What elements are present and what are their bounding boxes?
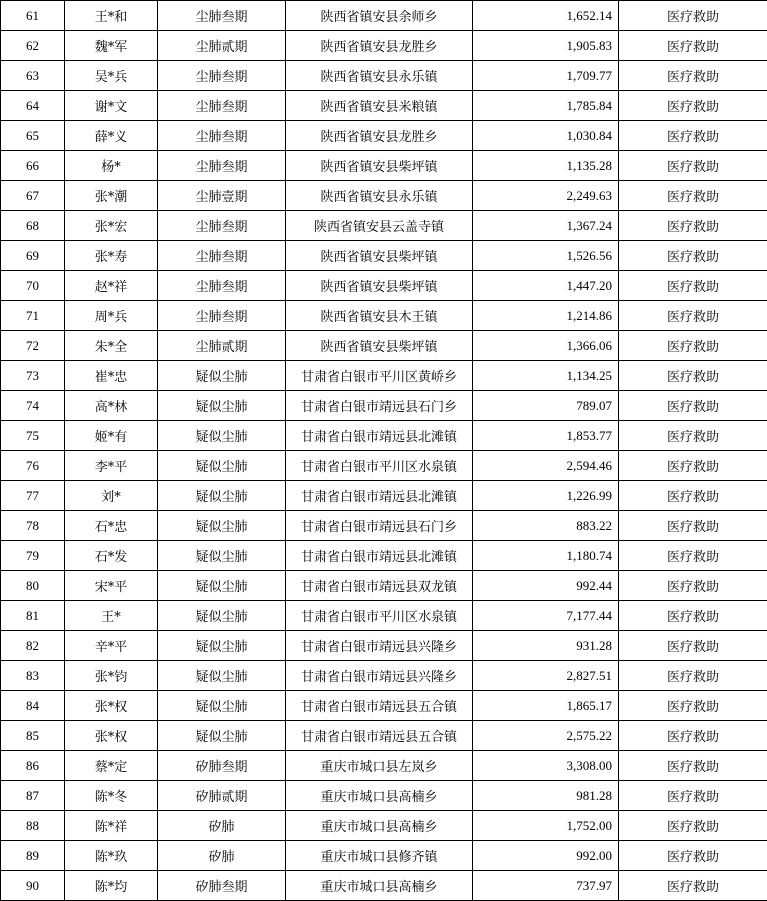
table-row <box>1 301 767 331</box>
row-number-cell: 82 <box>1 631 65 661</box>
aid-type-cell: 医疗救助 <box>619 601 767 631</box>
aid-type-cell: 医疗救助 <box>619 691 767 721</box>
aid-type-cell: 医疗救助 <box>619 331 767 361</box>
aid-type-cell: 医疗救助 <box>619 751 767 781</box>
aid-type-cell: 医疗救助 <box>619 721 767 751</box>
table-row <box>1 151 767 181</box>
address-cell: 陕西省镇安县柴坪镇 <box>286 241 473 271</box>
name-cell: 谢*文 <box>65 91 158 121</box>
row-number-cell: 90 <box>1 871 65 901</box>
row-number-cell: 80 <box>1 571 65 601</box>
name-cell: 周*兵 <box>65 301 158 331</box>
amount-cell: 1,134.25 <box>473 361 619 391</box>
row-number-cell: 79 <box>1 541 65 571</box>
aid-type-cell: 医疗救助 <box>619 1 767 31</box>
table-row <box>1 751 767 781</box>
aid-type-cell: 医疗救助 <box>619 91 767 121</box>
name-cell: 高*林 <box>65 391 158 421</box>
row-number-cell: 83 <box>1 661 65 691</box>
aid-type-cell: 医疗救助 <box>619 871 767 901</box>
diagnosis-cell: 尘肺叁期 <box>158 1 286 31</box>
aid-type-cell: 医疗救助 <box>619 181 767 211</box>
address-cell: 重庆市城口县修齐镇 <box>286 841 473 871</box>
diagnosis-cell: 疑似尘肺 <box>158 421 286 451</box>
table-row <box>1 631 767 661</box>
name-cell: 张*权 <box>65 691 158 721</box>
amount-cell: 992.44 <box>473 571 619 601</box>
name-cell: 王* <box>65 601 158 631</box>
table-row <box>1 481 767 511</box>
table-row <box>1 871 767 901</box>
diagnosis-cell: 矽肺贰期 <box>158 781 286 811</box>
name-cell: 陈*冬 <box>65 781 158 811</box>
table-row <box>1 661 767 691</box>
amount-cell: 789.07 <box>473 391 619 421</box>
name-cell: 张*权 <box>65 721 158 751</box>
table-row <box>1 181 767 211</box>
row-number-cell: 63 <box>1 61 65 91</box>
name-cell: 张*寿 <box>65 241 158 271</box>
address-cell: 陕西省镇安县永乐镇 <box>286 181 473 211</box>
name-cell: 陈*均 <box>65 871 158 901</box>
name-cell: 石*发 <box>65 541 158 571</box>
row-number-cell: 81 <box>1 601 65 631</box>
name-cell: 杨* <box>65 151 158 181</box>
diagnosis-cell: 疑似尘肺 <box>158 661 286 691</box>
address-cell: 甘肃省白银市靖远县北滩镇 <box>286 481 473 511</box>
name-cell: 赵*祥 <box>65 271 158 301</box>
name-cell: 辛*平 <box>65 631 158 661</box>
table-row <box>1 811 767 841</box>
table-row <box>1 331 767 361</box>
diagnosis-cell: 疑似尘肺 <box>158 451 286 481</box>
diagnosis-cell: 疑似尘肺 <box>158 601 286 631</box>
row-number-cell: 75 <box>1 421 65 451</box>
row-number-cell: 84 <box>1 691 65 721</box>
address-cell: 陕西省镇安县柴坪镇 <box>286 331 473 361</box>
amount-cell: 2,575.22 <box>473 721 619 751</box>
address-cell: 重庆市城口县高楠乡 <box>286 871 473 901</box>
amount-cell: 1,526.56 <box>473 241 619 271</box>
amount-cell: 1,135.28 <box>473 151 619 181</box>
aid-type-cell: 医疗救助 <box>619 391 767 421</box>
amount-cell: 992.00 <box>473 841 619 871</box>
name-cell: 姬*有 <box>65 421 158 451</box>
diagnosis-cell: 矽肺叁期 <box>158 751 286 781</box>
name-cell: 石*忠 <box>65 511 158 541</box>
amount-cell: 1,652.14 <box>473 1 619 31</box>
table-row <box>1 841 767 871</box>
row-number-cell: 73 <box>1 361 65 391</box>
amount-cell: 931.28 <box>473 631 619 661</box>
table-row <box>1 571 767 601</box>
address-cell: 甘肃省白银市靖远县石门乡 <box>286 511 473 541</box>
diagnosis-cell: 尘肺叁期 <box>158 301 286 331</box>
name-cell: 宋*平 <box>65 571 158 601</box>
table-row <box>1 601 767 631</box>
name-cell: 陈*祥 <box>65 811 158 841</box>
amount-cell: 1,752.00 <box>473 811 619 841</box>
aid-type-cell: 医疗救助 <box>619 541 767 571</box>
table-row <box>1 451 767 481</box>
row-number-cell: 66 <box>1 151 65 181</box>
diagnosis-cell: 矽肺 <box>158 811 286 841</box>
address-cell: 甘肃省白银市平川区水泉镇 <box>286 451 473 481</box>
amount-cell: 1,214.86 <box>473 301 619 331</box>
aid-type-cell: 医疗救助 <box>619 151 767 181</box>
name-cell: 王*和 <box>65 1 158 31</box>
table-row <box>1 1 767 31</box>
address-cell: 甘肃省白银市平川区水泉镇 <box>286 601 473 631</box>
aid-type-cell: 医疗救助 <box>619 841 767 871</box>
address-cell: 陕西省镇安县龙胜乡 <box>286 121 473 151</box>
diagnosis-cell: 尘肺叁期 <box>158 211 286 241</box>
diagnosis-cell: 尘肺叁期 <box>158 241 286 271</box>
row-number-cell: 70 <box>1 271 65 301</box>
row-number-cell: 62 <box>1 31 65 61</box>
address-cell: 陕西省镇安县云盖寺镇 <box>286 211 473 241</box>
table-row <box>1 421 767 451</box>
table-row <box>1 391 767 421</box>
address-cell: 陕西省镇安县木王镇 <box>286 301 473 331</box>
diagnosis-cell: 尘肺贰期 <box>158 331 286 361</box>
address-cell: 甘肃省白银市靖远县兴隆乡 <box>286 631 473 661</box>
name-cell: 刘* <box>65 481 158 511</box>
address-cell: 陕西省镇安县永乐镇 <box>286 61 473 91</box>
row-number-cell: 69 <box>1 241 65 271</box>
address-cell: 甘肃省白银市靖远县双龙镇 <box>286 571 473 601</box>
amount-cell: 1,367.24 <box>473 211 619 241</box>
aid-type-cell: 医疗救助 <box>619 31 767 61</box>
amount-cell: 1,030.84 <box>473 121 619 151</box>
name-cell: 魏*军 <box>65 31 158 61</box>
row-number-cell: 64 <box>1 91 65 121</box>
name-cell: 张*宏 <box>65 211 158 241</box>
row-number-cell: 71 <box>1 301 65 331</box>
name-cell: 蔡*定 <box>65 751 158 781</box>
aid-type-cell: 医疗救助 <box>619 121 767 151</box>
amount-cell: 1,865.17 <box>473 691 619 721</box>
amount-cell: 1,905.83 <box>473 31 619 61</box>
address-cell: 重庆市城口县高楠乡 <box>286 811 473 841</box>
name-cell: 薛*义 <box>65 121 158 151</box>
address-cell: 陕西省镇安县米粮镇 <box>286 91 473 121</box>
row-number-cell: 88 <box>1 811 65 841</box>
amount-cell: 1,709.77 <box>473 61 619 91</box>
amount-cell: 1,180.74 <box>473 541 619 571</box>
amount-cell: 883.22 <box>473 511 619 541</box>
row-number-cell: 67 <box>1 181 65 211</box>
amount-cell: 1,226.99 <box>473 481 619 511</box>
name-cell: 崔*忠 <box>65 361 158 391</box>
table-row <box>1 31 767 61</box>
row-number-cell: 87 <box>1 781 65 811</box>
aid-type-cell: 医疗救助 <box>619 271 767 301</box>
diagnosis-cell: 尘肺叁期 <box>158 121 286 151</box>
amount-cell: 2,594.46 <box>473 451 619 481</box>
diagnosis-cell: 疑似尘肺 <box>158 541 286 571</box>
amount-cell: 981.28 <box>473 781 619 811</box>
name-cell: 张*钧 <box>65 661 158 691</box>
diagnosis-cell: 疑似尘肺 <box>158 511 286 541</box>
aid-type-cell: 医疗救助 <box>619 301 767 331</box>
diagnosis-cell: 尘肺叁期 <box>158 271 286 301</box>
name-cell: 吴*兵 <box>65 61 158 91</box>
table-row <box>1 691 767 721</box>
row-number-cell: 65 <box>1 121 65 151</box>
name-cell: 李*平 <box>65 451 158 481</box>
diagnosis-cell: 矽肺 <box>158 841 286 871</box>
amount-cell: 3,308.00 <box>473 751 619 781</box>
aid-type-cell: 医疗救助 <box>619 811 767 841</box>
amount-cell: 2,827.51 <box>473 661 619 691</box>
address-cell: 甘肃省白银市靖远县五合镇 <box>286 691 473 721</box>
diagnosis-cell: 尘肺叁期 <box>158 91 286 121</box>
amount-cell: 1,366.06 <box>473 331 619 361</box>
row-number-cell: 85 <box>1 721 65 751</box>
address-cell: 陕西省镇安县龙胜乡 <box>286 31 473 61</box>
amount-cell: 737.97 <box>473 871 619 901</box>
address-cell: 陕西省镇安县柴坪镇 <box>286 151 473 181</box>
address-cell: 陕西省镇安县柴坪镇 <box>286 271 473 301</box>
address-cell: 甘肃省白银市靖远县北滩镇 <box>286 541 473 571</box>
address-cell: 甘肃省白银市靖远县兴隆乡 <box>286 661 473 691</box>
table-row <box>1 121 767 151</box>
table-row <box>1 361 767 391</box>
aid-type-cell: 医疗救助 <box>619 511 767 541</box>
address-cell: 甘肃省白银市靖远县北滩镇 <box>286 421 473 451</box>
address-cell: 重庆市城口县高楠乡 <box>286 781 473 811</box>
amount-cell: 1,853.77 <box>473 421 619 451</box>
diagnosis-cell: 尘肺叁期 <box>158 61 286 91</box>
aid-type-cell: 医疗救助 <box>619 421 767 451</box>
amount-cell: 1,785.84 <box>473 91 619 121</box>
aid-type-cell: 医疗救助 <box>619 661 767 691</box>
table-row <box>1 541 767 571</box>
diagnosis-cell: 尘肺壹期 <box>158 181 286 211</box>
name-cell: 朱*全 <box>65 331 158 361</box>
aid-table-body <box>1 1 767 901</box>
table-row <box>1 211 767 241</box>
row-number-cell: 68 <box>1 211 65 241</box>
table-row <box>1 511 767 541</box>
diagnosis-cell: 尘肺叁期 <box>158 151 286 181</box>
amount-cell: 7,177.44 <box>473 601 619 631</box>
aid-type-cell: 医疗救助 <box>619 781 767 811</box>
table-row <box>1 61 767 91</box>
diagnosis-cell: 疑似尘肺 <box>158 691 286 721</box>
amount-cell: 1,447.20 <box>473 271 619 301</box>
address-cell: 甘肃省白银市靖远县石门乡 <box>286 391 473 421</box>
table-row <box>1 91 767 121</box>
table-row <box>1 271 767 301</box>
diagnosis-cell: 疑似尘肺 <box>158 631 286 661</box>
row-number-cell: 76 <box>1 451 65 481</box>
table-row <box>1 721 767 751</box>
aid-type-cell: 医疗救助 <box>619 211 767 241</box>
row-number-cell: 78 <box>1 511 65 541</box>
address-cell: 重庆市城口县左岚乡 <box>286 751 473 781</box>
diagnosis-cell: 疑似尘肺 <box>158 571 286 601</box>
row-number-cell: 77 <box>1 481 65 511</box>
aid-type-cell: 医疗救助 <box>619 571 767 601</box>
address-cell: 陕西省镇安县余师乡 <box>286 1 473 31</box>
diagnosis-cell: 疑似尘肺 <box>158 481 286 511</box>
address-cell: 甘肃省白银市靖远县五合镇 <box>286 721 473 751</box>
diagnosis-cell: 疑似尘肺 <box>158 721 286 751</box>
name-cell: 张*潮 <box>65 181 158 211</box>
diagnosis-cell: 矽肺叁期 <box>158 871 286 901</box>
diagnosis-cell: 尘肺贰期 <box>158 31 286 61</box>
table-row <box>1 241 767 271</box>
row-number-cell: 74 <box>1 391 65 421</box>
table-row <box>1 781 767 811</box>
diagnosis-cell: 疑似尘肺 <box>158 391 286 421</box>
address-cell: 甘肃省白银市平川区黄峤乡 <box>286 361 473 391</box>
aid-type-cell: 医疗救助 <box>619 631 767 661</box>
aid-type-cell: 医疗救助 <box>619 361 767 391</box>
row-number-cell: 72 <box>1 331 65 361</box>
aid-type-cell: 医疗救助 <box>619 61 767 91</box>
aid-type-cell: 医疗救助 <box>619 451 767 481</box>
aid-type-cell: 医疗救助 <box>619 481 767 511</box>
row-number-cell: 61 <box>1 1 65 31</box>
diagnosis-cell: 疑似尘肺 <box>158 361 286 391</box>
name-cell: 陈*玖 <box>65 841 158 871</box>
aid-type-cell: 医疗救助 <box>619 241 767 271</box>
row-number-cell: 86 <box>1 751 65 781</box>
row-number-cell: 89 <box>1 841 65 871</box>
amount-cell: 2,249.63 <box>473 181 619 211</box>
